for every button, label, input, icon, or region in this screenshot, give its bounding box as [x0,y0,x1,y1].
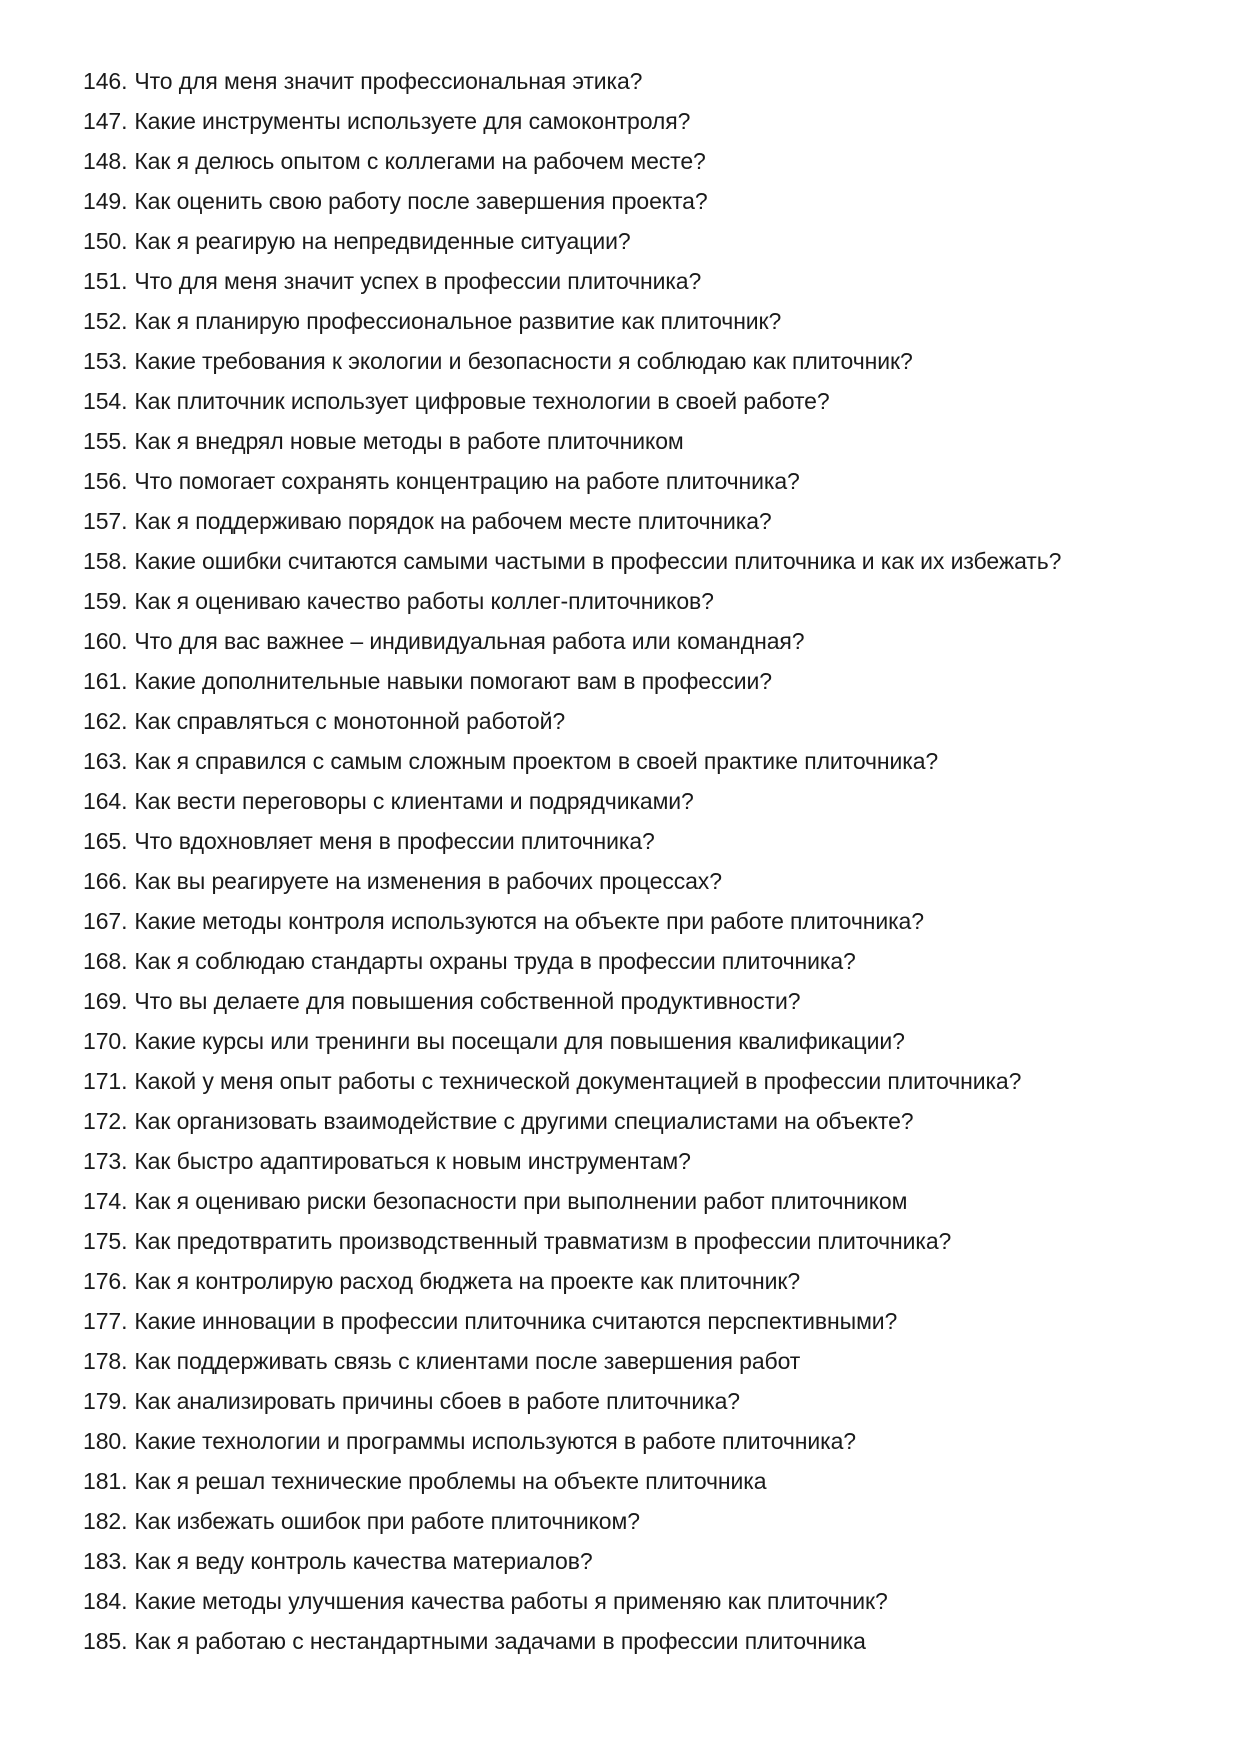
item-number: 160. [83,628,128,654]
item-text: Как я делюсь опытом с коллегами на рабочем месте? [134,148,706,174]
item-text: Как я реагирую на непредвиденные ситуации? [134,228,631,254]
list-item [83,661,1203,701]
item-text: Как я планирую профессиональное развитие как плиточник? [134,308,782,334]
item-text: Какие курсы или тренинги вы посещали для повышения квалификации? [134,1028,905,1054]
list-item [83,1501,1203,1541]
list-item [83,501,1203,541]
item-number: 166. [83,868,128,894]
list-item [83,1581,1203,1621]
item-number: 175. [83,1228,128,1254]
item-text: Как я справился с самым сложным проектом в своей практике плиточника? [134,748,939,774]
item-number: 183. [83,1548,128,1574]
item-text: Как быстро адаптироваться к новым инструментам? [134,1148,691,1174]
list-item [83,1221,1203,1261]
list-item [83,981,1203,1021]
list-item [83,861,1203,901]
item-text: Как предотвратить производственный травматизм в профессии плиточника? [134,1228,952,1254]
item-text: Что вдохновляет меня в профессии плиточника? [134,828,655,854]
item-number: 152. [83,308,128,334]
list-item [83,541,1203,581]
list-item [83,701,1203,741]
item-number: 148. [83,148,128,174]
item-text: Как я оцениваю качество работы коллег-плиточников? [134,588,714,614]
item-text: Как я веду контроль качества материалов? [134,1548,593,1574]
item-text: Как избежать ошибок при работе плиточником? [134,1508,640,1534]
item-text: Как справляться с монотонной работой? [134,708,566,734]
question-list [83,61,1203,1661]
list-item [83,341,1203,381]
item-number: 151. [83,268,128,294]
list-item [83,1381,1203,1421]
item-number: 149. [83,188,128,214]
item-text: Какие требования к экологии и безопасности я соблюдаю как плиточник? [134,348,913,374]
item-number: 181. [83,1468,128,1494]
item-text: Как организовать взаимодействие с другими специалистами на объекте? [134,1108,914,1134]
list-item [83,1341,1203,1381]
item-text: Как поддерживать связь с клиентами после завершения работ [134,1348,801,1374]
item-number: 172. [83,1108,128,1134]
item-number: 150. [83,228,128,254]
item-number: 177. [83,1308,128,1334]
item-number: 179. [83,1388,128,1414]
item-number: 170. [83,1028,128,1054]
list-item [83,1301,1203,1341]
item-text: Какие инструменты используете для самоконтроля? [134,108,691,134]
item-text: Как анализировать причины сбоев в работе плиточника? [134,1388,740,1414]
list-item [83,101,1203,141]
list-item [83,261,1203,301]
item-number: 182. [83,1508,128,1534]
item-number: 158. [83,548,128,574]
item-number: 155. [83,428,128,454]
item-text: Как я контролирую расход бюджета на проекте как плиточник? [134,1268,801,1294]
item-number: 161. [83,668,128,694]
item-number: 154. [83,388,128,414]
list-item [83,1261,1203,1301]
list-item [83,1141,1203,1181]
item-text: Как я оцениваю риски безопасности при выполнении работ плиточником [134,1188,908,1214]
list-item [83,1181,1203,1221]
item-text: Какие методы контроля используются на объекте при работе плиточника? [134,908,924,934]
item-number: 184. [83,1588,128,1614]
list-item [83,941,1203,981]
item-number: 159. [83,588,128,614]
item-number: 164. [83,788,128,814]
list-item [83,301,1203,341]
item-text: Какой у меня опыт работы с технической документацией в профессии плиточника? [134,1068,1022,1094]
list-item [83,1621,1203,1661]
item-number: 146. [83,68,128,94]
item-text: Какие инновации в профессии плиточника считаются перспективными? [134,1308,898,1334]
item-number: 157. [83,508,128,534]
list-item [83,1461,1203,1501]
list-item [83,221,1203,261]
item-number: 163. [83,748,128,774]
item-number: 176. [83,1268,128,1294]
item-number: 185. [83,1628,128,1654]
list-item [83,421,1203,461]
item-text: Как вы реагируете на изменения в рабочих процессах? [134,868,722,894]
item-text: Как я работаю с нестандартными задачами в профессии плиточника [134,1628,866,1654]
item-text: Как я решал технические проблемы на объекте плиточника [134,1468,767,1494]
list-item [83,381,1203,421]
list-item [83,901,1203,941]
list-item [83,741,1203,781]
item-number: 168. [83,948,128,974]
item-text: Как плиточник использует цифровые технологии в своей работе? [134,388,830,414]
item-text: Какие ошибки считаются самыми частыми в профессии плиточника и как их избежать? [134,548,1062,574]
item-number: 178. [83,1348,128,1374]
item-number: 162. [83,708,128,734]
list-item [83,461,1203,501]
list-item [83,1421,1203,1461]
list-item [83,1101,1203,1141]
item-number: 171. [83,1068,128,1094]
list-item [83,61,1203,101]
list-item [83,181,1203,221]
list-item [83,1541,1203,1581]
list-item [83,1021,1203,1061]
list-item [83,781,1203,821]
list-item [83,581,1203,621]
item-text: Как вести переговоры с клиентами и подрядчиками? [134,788,694,814]
item-text: Как я поддерживаю порядок на рабочем месте плиточника? [134,508,772,534]
item-text: Что вы делаете для повышения собственной продуктивности? [134,988,801,1014]
item-number: 147. [83,108,128,134]
item-text: Как я соблюдаю стандарты охраны труда в профессии плиточника? [134,948,856,974]
item-text: Какие технологии и программы используются в работе плиточника? [134,1428,856,1454]
item-number: 173. [83,1148,128,1174]
item-text: Что для меня значит профессиональная этика? [134,68,643,94]
list-item [83,621,1203,661]
item-number: 165. [83,828,128,854]
list-item [83,821,1203,861]
item-number: 167. [83,908,128,934]
item-text: Что помогает сохранять концентрацию на работе плиточника? [134,468,800,494]
list-item [83,1061,1203,1101]
item-number: 156. [83,468,128,494]
item-number: 180. [83,1428,128,1454]
item-text: Что для меня значит успех в профессии плиточника? [134,268,702,294]
item-number: 153. [83,348,128,374]
item-text: Что для вас важнее – индивидуальная работа или командная? [134,628,805,654]
item-number: 174. [83,1188,128,1214]
item-text: Как оценить свою работу после завершения проекта? [134,188,708,214]
item-text: Какие методы улучшения качества работы я применяю как плиточник? [134,1588,888,1614]
item-text: Как я внедрял новые методы в работе плиточником [134,428,684,454]
list-item [83,141,1203,181]
item-text: Какие дополнительные навыки помогают вам в профессии? [134,668,772,694]
item-number: 169. [83,988,128,1014]
